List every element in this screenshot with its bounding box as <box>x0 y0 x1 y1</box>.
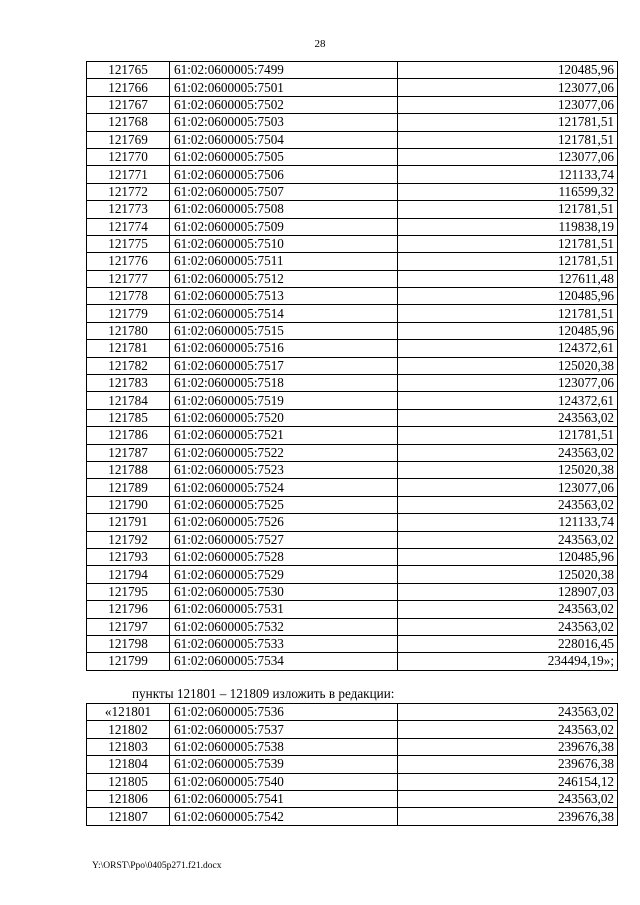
cadastral-number-cell: 61:02:0600005:7523 <box>170 461 398 478</box>
table-row <box>87 62 618 79</box>
item-number-cell: 121782 <box>87 357 170 374</box>
item-number-cell: 121791 <box>87 514 170 531</box>
cadastral-number-cell: 61:02:0600005:7529 <box>170 566 398 583</box>
cadastral-value-cell: 127611,48 <box>398 270 618 287</box>
parcel-table-body <box>87 62 618 671</box>
item-number-cell: 121780 <box>87 322 170 339</box>
parcel-table <box>86 61 618 671</box>
table-row <box>87 444 618 461</box>
cadastral-value-cell: 243563,02 <box>398 531 618 548</box>
cadastral-value-cell: 121781,51 <box>398 427 618 444</box>
table-row <box>87 514 618 531</box>
cadastral-number-cell: 61:02:0600005:7514 <box>170 305 398 322</box>
item-number-cell: 121777 <box>87 270 170 287</box>
table-row <box>87 148 618 165</box>
cadastral-value-cell: 125020,38 <box>398 357 618 374</box>
cadastral-number-cell: 61:02:0600005:7539 <box>170 756 398 773</box>
table-row <box>87 183 618 200</box>
amendment-instruction: пункты 121801 – 121809 изложить в редакции: <box>132 686 395 701</box>
item-number-cell: 121802 <box>87 721 170 738</box>
cadastral-number-cell: 61:02:0600005:7505 <box>170 148 398 165</box>
cadastral-value-cell: 243563,02 <box>398 721 618 738</box>
cadastral-number-cell: 61:02:0600005:7522 <box>170 444 398 461</box>
cadastral-number-cell: 61:02:0600005:7513 <box>170 288 398 305</box>
table-row <box>87 253 618 270</box>
amended-parcel-table <box>86 703 618 826</box>
cadastral-value-cell: 123077,06 <box>398 148 618 165</box>
cadastral-number-cell: 61:02:0600005:7524 <box>170 479 398 496</box>
cadastral-value-cell: 116599,32 <box>398 183 618 200</box>
table-row <box>87 270 618 287</box>
cadastral-number-cell: 61:02:0600005:7532 <box>170 618 398 635</box>
cadastral-value-cell: 123077,06 <box>398 96 618 113</box>
item-number-cell: 121779 <box>87 305 170 322</box>
cadastral-number-cell: 61:02:0600005:7518 <box>170 375 398 392</box>
table-row <box>87 131 618 148</box>
cadastral-number-cell: 61:02:0600005:7511 <box>170 253 398 270</box>
cadastral-number-cell: 61:02:0600005:7538 <box>170 738 398 755</box>
item-number-cell: 121773 <box>87 201 170 218</box>
cadastral-value-cell: 243563,02 <box>398 704 618 721</box>
cadastral-number-cell: 61:02:0600005:7527 <box>170 531 398 548</box>
item-number-cell: 121785 <box>87 409 170 426</box>
table-row <box>87 375 618 392</box>
table-row <box>87 218 618 235</box>
cadastral-number-cell: 61:02:0600005:7530 <box>170 583 398 600</box>
cadastral-number-cell: 61:02:0600005:7542 <box>170 808 398 825</box>
cadastral-number-cell: 61:02:0600005:7525 <box>170 496 398 513</box>
item-number-cell: 121781 <box>87 340 170 357</box>
item-number-cell: 121805 <box>87 773 170 790</box>
table-row <box>87 427 618 444</box>
cadastral-number-cell: 61:02:0600005:7502 <box>170 96 398 113</box>
item-number-cell: 121804 <box>87 756 170 773</box>
cadastral-value-cell: 243563,02 <box>398 790 618 807</box>
cadastral-value-cell: 234494,19»; <box>398 653 618 670</box>
cadastral-number-cell: 61:02:0600005:7510 <box>170 235 398 252</box>
table-row <box>87 635 618 652</box>
cadastral-value-cell: 243563,02 <box>398 601 618 618</box>
cadastral-value-cell: 123077,06 <box>398 79 618 96</box>
table-row <box>87 738 618 755</box>
table-row <box>87 409 618 426</box>
item-number-cell: 121768 <box>87 114 170 131</box>
cadastral-number-cell: 61:02:0600005:7508 <box>170 201 398 218</box>
cadastral-value-cell: 239676,38 <box>398 756 618 773</box>
cadastral-value-cell: 121781,51 <box>398 114 618 131</box>
cadastral-number-cell: 61:02:0600005:7515 <box>170 322 398 339</box>
item-number-cell: 121765 <box>87 62 170 79</box>
cadastral-number-cell: 61:02:0600005:7528 <box>170 548 398 565</box>
cadastral-value-cell: 239676,38 <box>398 738 618 755</box>
cadastral-value-cell: 119838,19 <box>398 218 618 235</box>
cadastral-number-cell: 61:02:0600005:7526 <box>170 514 398 531</box>
item-number-cell: 121783 <box>87 375 170 392</box>
table-row <box>87 479 618 496</box>
cadastral-value-cell: 243563,02 <box>398 496 618 513</box>
table-row <box>87 531 618 548</box>
table-row <box>87 548 618 565</box>
item-number-cell: 121796 <box>87 601 170 618</box>
cadastral-number-cell: 61:02:0600005:7517 <box>170 357 398 374</box>
cadastral-number-cell: 61:02:0600005:7519 <box>170 392 398 409</box>
item-number-cell: «121801 <box>87 704 170 721</box>
item-number-cell: 121784 <box>87 392 170 409</box>
table-row <box>87 721 618 738</box>
table-row <box>87 201 618 218</box>
table-row <box>87 322 618 339</box>
cadastral-value-cell: 120485,96 <box>398 288 618 305</box>
item-number-cell: 121787 <box>87 444 170 461</box>
table-row <box>87 392 618 409</box>
table-row <box>87 114 618 131</box>
table-row <box>87 461 618 478</box>
cadastral-number-cell: 61:02:0600005:7540 <box>170 773 398 790</box>
cadastral-number-cell: 61:02:0600005:7536 <box>170 704 398 721</box>
cadastral-value-cell: 128907,03 <box>398 583 618 600</box>
item-number-cell: 121795 <box>87 583 170 600</box>
item-number-cell: 121797 <box>87 618 170 635</box>
table-row <box>87 704 618 721</box>
cadastral-number-cell: 61:02:0600005:7516 <box>170 340 398 357</box>
item-number-cell: 121774 <box>87 218 170 235</box>
table-row <box>87 166 618 183</box>
item-number-cell: 121778 <box>87 288 170 305</box>
cadastral-value-cell: 121781,51 <box>398 253 618 270</box>
cadastral-value-cell: 243563,02 <box>398 409 618 426</box>
table-row <box>87 288 618 305</box>
cadastral-number-cell: 61:02:0600005:7512 <box>170 270 398 287</box>
table-row <box>87 496 618 513</box>
item-number-cell: 121794 <box>87 566 170 583</box>
item-number-cell: 121793 <box>87 548 170 565</box>
item-number-cell: 121771 <box>87 166 170 183</box>
table-row <box>87 756 618 773</box>
cadastral-number-cell: 61:02:0600005:7521 <box>170 427 398 444</box>
cadastral-value-cell: 120485,96 <box>398 548 618 565</box>
cadastral-value-cell: 120485,96 <box>398 62 618 79</box>
cadastral-value-cell: 121781,51 <box>398 235 618 252</box>
cadastral-number-cell: 61:02:0600005:7504 <box>170 131 398 148</box>
item-number-cell: 121776 <box>87 253 170 270</box>
cadastral-value-cell: 243563,02 <box>398 444 618 461</box>
item-number-cell: 121767 <box>87 96 170 113</box>
file-path-footer: Y:\ORST\Ppo\0405p271.f21.docx <box>92 861 222 871</box>
cadastral-value-cell: 228016,45 <box>398 635 618 652</box>
item-number-cell: 121798 <box>87 635 170 652</box>
cadastral-value-cell: 125020,38 <box>398 566 618 583</box>
table-row <box>87 601 618 618</box>
cadastral-number-cell: 61:02:0600005:7537 <box>170 721 398 738</box>
item-number-cell: 121799 <box>87 653 170 670</box>
cadastral-value-cell: 125020,38 <box>398 461 618 478</box>
cadastral-number-cell: 61:02:0600005:7541 <box>170 790 398 807</box>
cadastral-number-cell: 61:02:0600005:7533 <box>170 635 398 652</box>
table-row <box>87 618 618 635</box>
table-row <box>87 79 618 96</box>
item-number-cell: 121792 <box>87 531 170 548</box>
cadastral-number-cell: 61:02:0600005:7507 <box>170 183 398 200</box>
table-row <box>87 357 618 374</box>
table-row <box>87 235 618 252</box>
item-number-cell: 121806 <box>87 790 170 807</box>
table-row <box>87 96 618 113</box>
item-number-cell: 121786 <box>87 427 170 444</box>
cadastral-number-cell: 61:02:0600005:7520 <box>170 409 398 426</box>
page-number: 28 <box>314 38 326 50</box>
table-row <box>87 653 618 670</box>
cadastral-value-cell: 121781,51 <box>398 131 618 148</box>
cadastral-value-cell: 123077,06 <box>398 375 618 392</box>
amended-parcel-table-body <box>87 704 618 826</box>
item-number-cell: 121803 <box>87 738 170 755</box>
item-number-cell: 121766 <box>87 79 170 96</box>
item-number-cell: 121775 <box>87 235 170 252</box>
cadastral-value-cell: 239676,38 <box>398 808 618 825</box>
table-row <box>87 305 618 322</box>
cadastral-number-cell: 61:02:0600005:7501 <box>170 79 398 96</box>
table-row <box>87 340 618 357</box>
item-number-cell: 121769 <box>87 131 170 148</box>
cadastral-value-cell: 121781,51 <box>398 201 618 218</box>
cadastral-number-cell: 61:02:0600005:7506 <box>170 166 398 183</box>
table-row <box>87 790 618 807</box>
cadastral-value-cell: 120485,96 <box>398 322 618 339</box>
cadastral-number-cell: 61:02:0600005:7509 <box>170 218 398 235</box>
cadastral-value-cell: 243563,02 <box>398 618 618 635</box>
item-number-cell: 121772 <box>87 183 170 200</box>
item-number-cell: 121807 <box>87 808 170 825</box>
item-number-cell: 121770 <box>87 148 170 165</box>
item-number-cell: 121790 <box>87 496 170 513</box>
cadastral-value-cell: 121133,74 <box>398 166 618 183</box>
table-row <box>87 566 618 583</box>
cadastral-value-cell: 123077,06 <box>398 479 618 496</box>
item-number-cell: 121788 <box>87 461 170 478</box>
cadastral-value-cell: 124372,61 <box>398 392 618 409</box>
cadastral-number-cell: 61:02:0600005:7534 <box>170 653 398 670</box>
table-row <box>87 773 618 790</box>
item-number-cell: 121789 <box>87 479 170 496</box>
cadastral-value-cell: 121133,74 <box>398 514 618 531</box>
cadastral-value-cell: 121781,51 <box>398 305 618 322</box>
cadastral-number-cell: 61:02:0600005:7503 <box>170 114 398 131</box>
table-row <box>87 808 618 825</box>
cadastral-number-cell: 61:02:0600005:7499 <box>170 62 398 79</box>
cadastral-value-cell: 246154,12 <box>398 773 618 790</box>
table-row <box>87 583 618 600</box>
cadastral-number-cell: 61:02:0600005:7531 <box>170 601 398 618</box>
cadastral-value-cell: 124372,61 <box>398 340 618 357</box>
